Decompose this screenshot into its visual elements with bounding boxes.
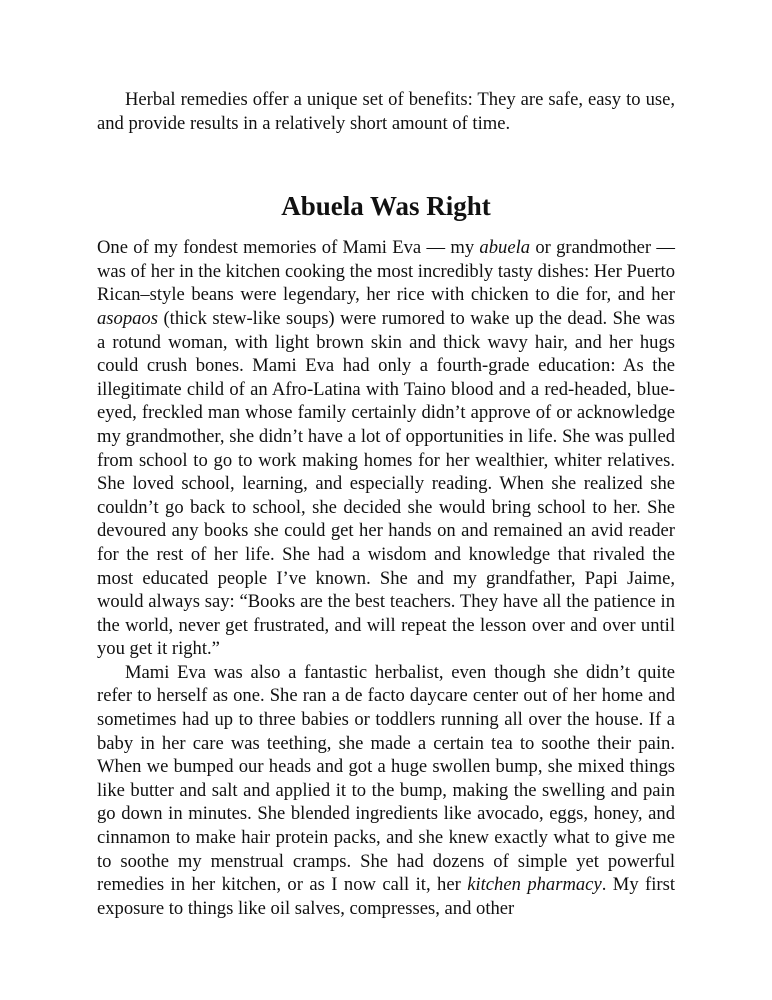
intro-paragraph: Herbal remedies offer a unique set of benefits: They are safe, easy to use, and provide results in a relatively short amount of time. <box>97 89 675 134</box>
p1-text-2: or grandmother — was of her in the kitchen cooking the most incredibly tasty dishes: Her Puerto Rican–style beans were legendary, her rice with chicken to die for, and her <box>97 237 676 306</box>
section-heading-wrap <box>97 190 675 222</box>
p1-italic-abuela: abuela <box>479 237 531 259</box>
body-paragraph-2 <box>97 661 675 921</box>
document-page <box>97 88 675 920</box>
p2-text-1: Mami Eva was also a fantastic herbalist, even though she didn’t quite refer to herself as one. She ran a de facto daycare center out of her home and sometimes had up to three babies or toddlers running all over the house. If a baby in her care was teething, she made a certain tea to soothe their pain. When we bumped our heads and got a huge swollen bump, she mixed things like butter and salt and applied it to the bump, making the swelling and pain go down in minutes. She blended ingredients like avocado, eggs, honey, and cinnamon to make hair protein packs, and she knew exactly what to give me to soothe my menstrual cramps. She had dozens of simple yet powerful remedies in her kitchen, or as I now call it, her <box>97 661 675 896</box>
body-paragraph-1 <box>97 236 675 661</box>
p2-italic-kitchen-pharmacy: kitchen pharmacy <box>467 874 602 896</box>
section-heading: Abuela Was Right <box>281 191 491 222</box>
p1-text-1: One of my fondest memories of Mami Eva — my <box>97 237 480 259</box>
p1-italic-asopaos: asopaos <box>97 307 158 329</box>
p1-text-3: (thick stew-like soups) were rumored to wake up the dead. She was a rotund woman, with light brown skin and thick wavy hair, and her hugs could crush bones. Mami Eva had only a fourth-grade education: As the illegitimate child of an Afro-Latina with Taino blood and a red-headed, blue-eyed, freckled man whose family certainly didn’t approve of or acknowledge my grandmother, she didn’t have a lot of opportunities in life. She was pulled from school to go to work making homes for her wealthier, whiter relatives. She loved school, learning, and especially reading. When she realized she couldn’t go back to school, she decided she would bring school to her. She devoured any books she could get her hands on and remained an avid reader for the rest of her life. She had a wisdom and knowledge that rivaled the most educated people I’ve known. She and my grandfather, Papi Jaime, would always say: “Books are the best teachers. They have all the patience in the world, never get frustrated, and will repeat the lesson over and over until you get it right.” <box>97 307 675 660</box>
p2-text-2: . My first exposure to things like oil salves, compresses, and other <box>97 874 675 919</box>
